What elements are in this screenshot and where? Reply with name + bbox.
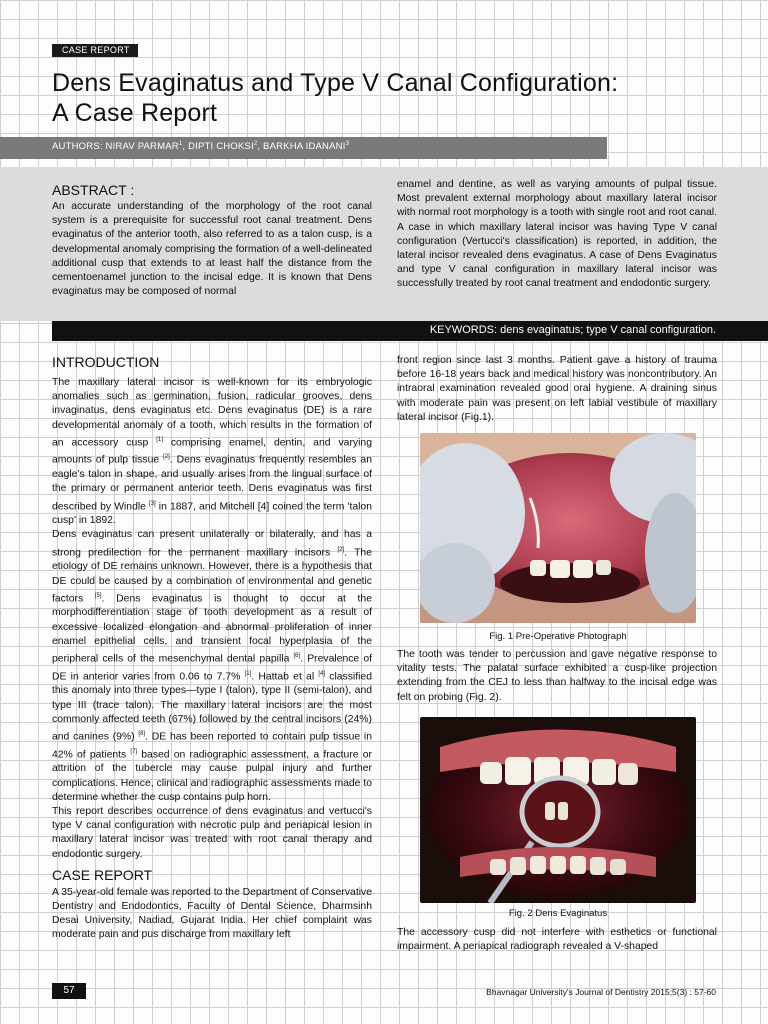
introduction-heading: INTRODUCTION <box>52 354 160 370</box>
dens-evaginatus-photo-illustration <box>420 717 696 903</box>
introduction-paragraph-2: Dens evaginatus can present unilaterally or bilaterally, and has a strong predilection for the permanent maxillary incisors [2]. The etiology of DE remains unknown. However, there is a hypothesis that DE could be caused by a combination of environmental and genetic factors [5]. Dens evaginatus is thought to occur at the morphodifferentiation stage of tooth development as a result of excessive localized elongation and abnormal proliferation of inner enamel epithelial cells, and transient focal hyperplasia of the peripheral cells of the mesenchymal dental papilla [6]. Prevalence of DE in anterior varies from 0.06 to 7.7% [1]. Hattab et al [4] classified this anomaly into three types—type I (talon), type II (semi-talon), and type III (trace talon). The maxillary lateral incisors are the most commonly affected teeth (67%) followed by the central incisors (24%) and canines (9%) [8]. DE has been reported to contain pulp tissue in 42% of patients [7] based on radiographic assessment, a fracture or attrition of the tubercle may cause pulpal injury and further complications. Hence, clinical and radiographic assessments made to determine whether the cusp contains pulp horn. <box>52 529 373 803</box>
left-column <box>52 354 372 943</box>
figure-2-caption: Fig. 2 Dens Evaginatus <box>508 908 608 919</box>
case-report-heading: CASE REPORT <box>52 866 153 883</box>
abstract-left-text: An accurate understanding of the morphology of the root canal system is a prerequisite for successful root canal treatment. Dens evaginatus of the anterior tooth, also referred to as a talon cusp, is a developmental anomaly comprising the formation of a well-delineated additional cusp that extends to at least half the distance from the cementoenamel junction to the incisal edge. It is known that Dens evaginatus may be composed of normal <box>52 201 372 298</box>
right-paragraph-3: The accessory cusp did not interfere with esthetics or functional impairment. A periapical radiograph revealed a V-shaped <box>397 927 717 953</box>
right-paragraph-2: The tooth was tender to percussion and gave negative response to vitality tests. The palatal surface exhibited a cusp-like projection extending from the CEJ to less than halfway to the incisal edge was felt on probing (Fig. 2). <box>397 649 717 703</box>
introduction-paragraph-1: The maxillary lateral incisor is well-known for its embryologic anomalies such as germination, fusion, radicular grooves, dens invaginatus, dens evaginatus etc. Dens evaginatus (DE) is a rare developmental anomaly of a tooth, which results in the formation of an accessory cusp [1] comprising enamel, dentin, and varying amounts of pulp tissue [2]. Dens evaginatus frequently resembles an eagle's talon in shape, and usually arises from the lingual surface of the primary or permanent anterior teeth. Dens evaginatus was first described by Windle [3] in 1887, and Mitchell [4] coined the term 'talon cusp' in 1892. <box>52 377 372 527</box>
case-report-paragraph-1: A 35-year-old female was reported to the Department of Conservative Dentistry and Endodontics, Faculty of Dental Science, Dharmsinh Desai University, Nadiad, Gujarat India. Her chief complaint was moderate pain and pus discharge from maxillary left <box>52 886 372 941</box>
article-type-label: CASE REPORT <box>52 44 138 57</box>
title-line-1: Dens Evaginatus and Type V Canal Configuration: <box>52 69 619 97</box>
pre-operative-photo-illustration <box>420 433 696 623</box>
keywords-text: KEYWORDS: dens evaginatus; type V canal configuration. <box>429 324 716 336</box>
figure-1-photo <box>420 433 696 623</box>
authors-line: AUTHORS: NIRAV PARMAR$^1$, DIPTI CHOKSI$^2$, BARKHA IDANANI$^3$ <box>52 141 350 153</box>
introduction-paragraph-3: This report describes occurrence of dens evaginatus and vertucci's type V canal configuration with necrotic pulp and periapical lesion in maxillary lateral incisor was treated with root canal therapy and endodontic surgery. <box>52 805 372 860</box>
abstract-right-text: enamel and dentine, as well as varying amounts of pulpal tissue. Most prevalent external morphology about maxillary lateral incisor with normal root morphology is a tooth with single root and root canal. A case in which maxillary lateral incisor was having Type V canal configuration (Vertucci's classification) is reported, in addition, the lateral incisor revealed dens evaginatus. A case of Dens Evaginatus and type V canal configuration in maxillary lateral incisor was successfully treated by root canal treatment and endodontic surgery. <box>397 179 717 290</box>
article-title <box>52 68 692 128</box>
figure-2-photo <box>420 717 696 903</box>
journal-citation: Bhavnagar University's Journal of Dentistry 2015;5(3) : 57-60 <box>486 987 716 997</box>
title-line-2: A Case Report <box>52 99 218 127</box>
page-number: 57 <box>52 983 86 999</box>
right-paragraph-1: front region since last 3 months. Patient gave a history of trauma before 16-18 years back and medical history was noncontributory. An intraoral examination revealed good oral hygiene. A draining sinus with moderate pain was present on left labial vestibule of maxillary lateral incisor (Fig.1). <box>397 355 717 423</box>
figure-1-caption: Fig. 1 Pre-Operative Photograph <box>489 631 627 642</box>
abstract-heading: ABSTRACT : <box>52 182 135 198</box>
